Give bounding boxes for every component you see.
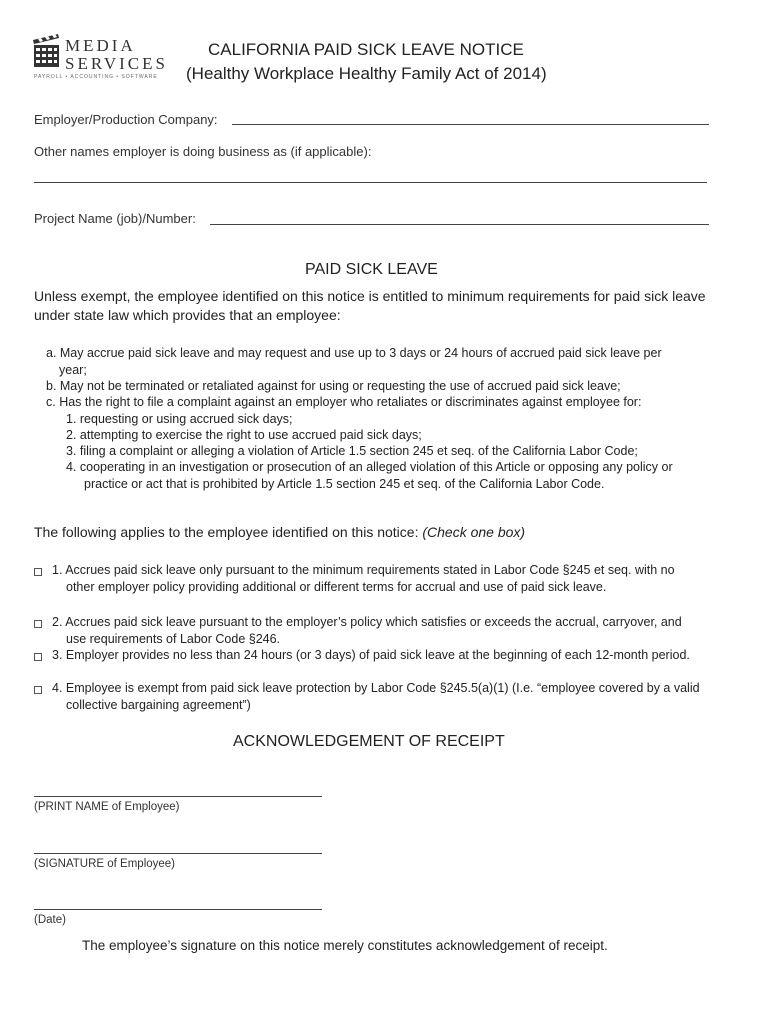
date-caption: (Date) <box>34 914 66 926</box>
clapperboard-icon <box>32 32 60 68</box>
logo-tagline: PAYROLL • ACCOUNTING • SOFTWARE <box>34 74 158 80</box>
logo-word-media: MEDIA <box>65 36 136 55</box>
acknowledgement-footer: The employee’s signature on this notice merely constitutes acknowledgement of receipt. <box>82 938 608 953</box>
option-3-text: 3. Employer provides no less than 24 hours (or 3 days) of paid sick leave at the beginning of each 12-month period. <box>52 648 690 662</box>
other-names-field-label: Other names employer is doing business as (if applicable): <box>34 144 372 159</box>
signature-caption: (SIGNATURE of Employee) <box>34 858 176 870</box>
option-1-checkbox[interactable] <box>34 568 42 576</box>
document-subtitle: (Healthy Workplace Healthy Family Act of 2014) <box>186 64 547 83</box>
project-field-label: Project Name (job)/Number: <box>34 211 196 226</box>
rights-subitem-1: 1. requesting or using accrued sick days; <box>66 412 293 426</box>
signature-line[interactable] <box>34 853 322 854</box>
date-line[interactable] <box>34 909 322 910</box>
employer-field-line[interactable] <box>232 124 709 125</box>
rights-item-c: c. Has the right to file a complaint against an employer who retaliates or discriminates against employee for: <box>46 395 642 409</box>
rights-item-a: a. May accrue paid sick leave and may request and use up to 3 days or 24 hours of accrued paid sick leave per year; <box>46 346 662 377</box>
check-one-box-hint: (Check one box) <box>422 524 526 540</box>
paid-sick-leave-intro: Unless exempt, the employee identified on this notice is entitled to minimum requirements for paid sick leave under state law which provides that an employee: <box>34 288 706 323</box>
document-title: CALIFORNIA PAID SICK LEAVE NOTICE <box>208 40 524 59</box>
option-2-text: 2. Accrues paid sick leave pursuant to the employer’s policy which satisfies or exceeds the accrual, carryover, and use requirements of Labor Code §246. <box>52 615 682 646</box>
rights-item-b: b. May not be terminated or retaliated against for using or requesting the use of accrued paid sick leave; <box>46 379 621 393</box>
option-2-checkbox[interactable] <box>34 620 42 628</box>
option-1-text: 1. Accrues paid sick leave only pursuant to the minimum requirements stated in Labor Code §245 et seq. with no other employer policy providing additional or different terms for accrual and use of paid sick leave. <box>52 563 675 594</box>
option-4-checkbox[interactable] <box>34 686 42 694</box>
paid-sick-leave-heading: PAID SICK LEAVE <box>305 261 438 278</box>
rights-subitem-2: 2. attempting to exercise the right to use accrued paid sick days; <box>66 428 422 442</box>
rights-subitem-3: 3. filing a complaint or alleging a violation of Article 1.5 section 245 et seq. of the California Labor Code; <box>66 444 638 458</box>
applies-lead <box>34 524 525 540</box>
logo-word-services: SERVICES <box>65 54 168 73</box>
print-name-line[interactable] <box>34 796 322 797</box>
rights-subitem-4: 4. cooperating in an investigation or prosecution of an alleged violation of this Article or opposing any policy or practice or act that is prohibited by Article 1.5 section 245 et seq. of the California Labor Code. <box>66 460 673 491</box>
applies-lead-text: The following applies to the employee identified on this notice: <box>34 524 423 540</box>
media-services-logo <box>32 32 172 82</box>
other-names-field-line[interactable] <box>34 182 707 183</box>
employer-field-label: Employer/Production Company: <box>34 112 218 127</box>
acknowledgement-heading: ACKNOWLEDGEMENT OF RECEIPT <box>233 733 505 750</box>
print-name-caption: (PRINT NAME of Employee) <box>34 801 180 813</box>
option-3-checkbox[interactable] <box>34 653 42 661</box>
option-4-text: 4. Employee is exempt from paid sick leave protection by Labor Code §245.5(a)(1) (I.e. “employee covered by a valid collective bargaining agreement”) <box>52 681 700 712</box>
project-field-line[interactable] <box>210 224 709 225</box>
